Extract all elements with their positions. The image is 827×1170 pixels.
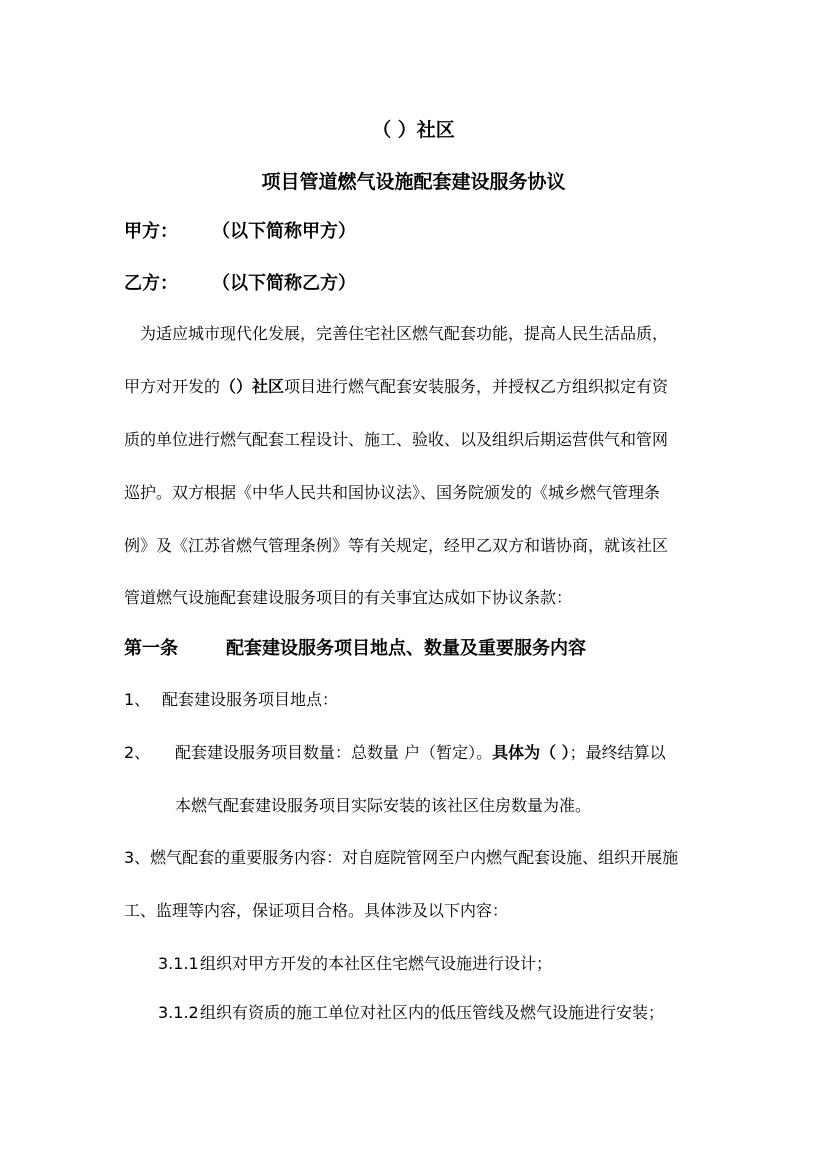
intro-community-name: （）社区 [220, 377, 285, 396]
item-2-number: 2、 [124, 743, 151, 762]
title-community: （ ）社区 [372, 119, 455, 141]
party-b-note: （以下简称乙方） [212, 273, 356, 294]
title-agreement: 项目管道燃气设施配套建设服务协议 [261, 171, 566, 193]
item-2-text [175, 743, 666, 763]
intro-line-6: 管道燃气设施配套建设服务项目的有关事宜达成如下协议条款： [124, 588, 573, 607]
subitem-3-1-2-text: 组织有资质的施工单位对社区内的低压管线及燃气设施进行安装； [200, 1003, 665, 1022]
subitem-3-1-2-number: 3.1.2 [158, 1003, 199, 1022]
item-2-text-a: 配套建设服务项目数量：总数量 户（暂定）。 [175, 743, 493, 762]
intro-line-1: 为适应城市现代化发展，完善住宅社区燃气配套功能，提高人民生活品质， [140, 324, 669, 343]
article-1-title: 配套建设服务项目地点、数量及重要服务内容 [226, 638, 586, 659]
item-3-line-1: 3、燃气配套的重要服务内容：对自庭院管网至户内燃气配套设施、组织开展施 [124, 848, 679, 867]
subitem-3-1-1-text: 组织对甲方开发的本社区住宅燃气设施进行设计； [200, 954, 553, 973]
item-1-number: 1、 [124, 690, 151, 709]
item-3-line-2: 工、监理等内容，保证项目合格。具体涉及以下内容： [124, 901, 509, 920]
article-1-number: 第一条 [124, 638, 178, 659]
item-2-specific: 具体为（ ） [492, 743, 570, 762]
party-b-label: 乙方： [124, 273, 178, 294]
intro-line-2 [124, 377, 668, 397]
intro-line-5: 例》及《江苏省燃气管理条例》等有关规定，经甲乙双方和谐协商，就该社区 [124, 536, 669, 555]
item-1-text: 配套建设服务项目地点： [162, 690, 339, 709]
intro-line-2-a: 甲方对开发的 [124, 377, 221, 396]
intro-line-4: 巡护。双方根据《中华人民共和国协议法》、国务院颁发的《城乡燃气管理条 [124, 483, 661, 502]
party-a-label: 甲方： [124, 221, 178, 242]
subitem-3-1-1-number: 3.1.1 [158, 954, 199, 973]
party-a-note: （以下简称甲方） [212, 221, 356, 242]
item-2-text-c: ；最终结算以 [569, 743, 666, 762]
item-2-continuation: 本燃气配套建设服务项目实际安装的该社区住房数量为准。 [175, 796, 592, 815]
intro-line-3: 质的单位进行燃气配套工程设计、施工、验收、以及组织后期运营供气和管网 [124, 430, 669, 449]
intro-line-2-c: 项目进行燃气配套安装服务，并授权乙方组织拟定有资 [284, 377, 669, 396]
